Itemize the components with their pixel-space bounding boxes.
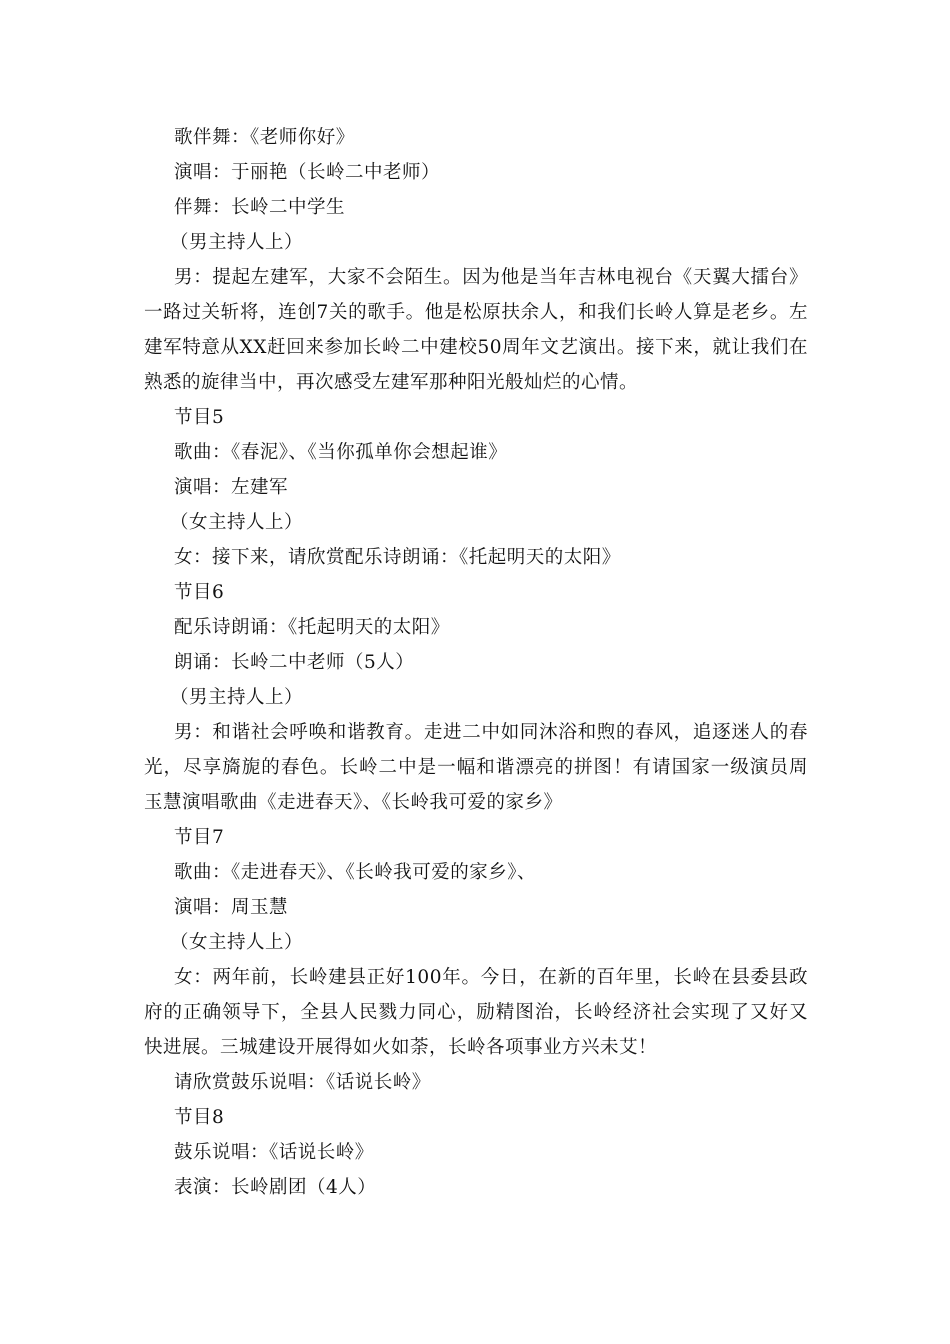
paragraph-singer: 演唱：周玉慧 [174,897,289,918]
paragraph-program-number: 节目7 [174,827,225,848]
paragraph-host-speech: 男：和谐社会呼唤和谐教育。走进二中如同沐浴和煦的春风，追逐迷人的春光，尽享旖旎的春色。长岭二中是一幅和谐漂亮的拼图！有请国家一级演员周玉慧演唱歌曲《走进春天》、《长岭我可爱的家乡》 [144,722,808,813]
paragraph-reciters: 朗诵：长岭二中老师（5人） [174,652,415,673]
paragraph-performers: 表演：长岭剧团（4人） [174,1177,377,1198]
paragraph-songs: 歌曲：《春泥》、《当你孤单你会想起谁》 [174,442,508,463]
paragraph-stage-direction: （男主持人上） [170,687,304,708]
paragraph-stage-direction: （女主持人上） [170,932,304,953]
paragraph-drum-performance: 鼓乐说唱：《话说长岭》 [174,1142,374,1163]
paragraph-stage-direction: （男主持人上） [170,232,304,253]
paragraph-recitation: 配乐诗朗诵：《托起明天的太阳》 [174,617,450,638]
paragraph-stage-direction: （女主持人上） [170,512,304,533]
paragraph-host-speech: 女：两年前，长岭建县正好100年。今日，在新的百年里，长岭在县委县政府的正确领导下，全县人民戮力同心，励精图治，长岭经济社会实现了又好又快进展。三城建设开展得如火如荼，长岭各项事业方兴未艾！ [144,967,808,1058]
paragraph-host-speech: 男：提起左建军，大家不会陌生。因为他是当年吉林电视台《天翼大擂台》一路过关斩将，连创7关的歌手。他是松原扶余人，和我们长岭人算是老乡。左建军特意从XX赶回来参加长岭二中建校50周年文艺演出。接下来，就让我们在熟悉的旋律当中，再次感受左建军那种阳光般灿烂的心情。 [144,267,808,393]
paragraph-singer: 演唱：于丽艳（长岭二中老师） [174,162,441,183]
paragraph-program-title: 歌伴舞：《老师你好》 [174,127,355,148]
paragraph-program-number: 节目5 [174,407,225,428]
paragraph-songs: 歌曲：《走进春天》、《长岭我可爱的家乡》、 [174,862,537,883]
paragraph-dancers: 伴舞：长岭二中学生 [174,197,346,218]
paragraph-program-number: 节目6 [174,582,225,603]
paragraph-host-speech: 女：接下来，请欣赏配乐诗朗诵：《托起明天的太阳》 [174,547,621,568]
document-body [144,120,808,1205]
paragraph-program-number: 节目8 [174,1107,225,1128]
paragraph-singer: 演唱：左建军 [174,477,289,498]
paragraph-invitation: 请欣赏鼓乐说唱：《话说长岭》 [174,1072,431,1093]
